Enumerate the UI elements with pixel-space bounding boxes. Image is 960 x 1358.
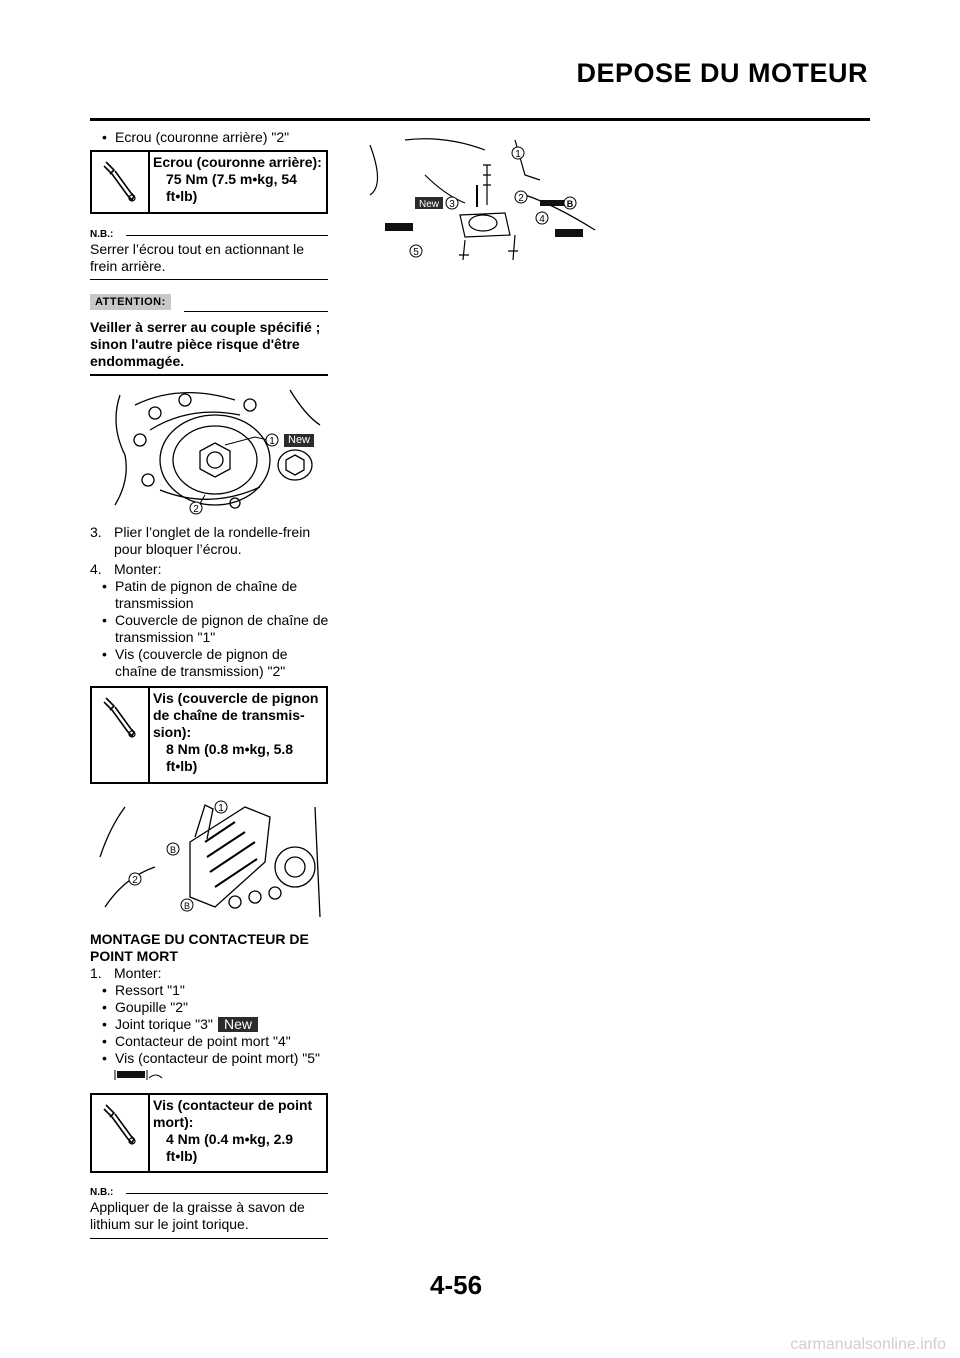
torque-spec-box bbox=[90, 686, 328, 784]
torque-wrench-icon bbox=[92, 152, 150, 212]
new-badge: New bbox=[284, 434, 314, 447]
step-number: 4. bbox=[90, 561, 102, 577]
list-item-text: Ecrou (couronne arrière) "2" bbox=[115, 129, 290, 145]
header-rule bbox=[90, 118, 870, 121]
nb-text: Serrer l’écrou tout en actionnant le frein arrière. bbox=[90, 241, 305, 274]
callout-4: 4 bbox=[539, 214, 545, 225]
nb-rule bbox=[126, 1193, 328, 1194]
section-heading: MONTAGE DU CONTACTEUR DE POINT MORT bbox=[90, 931, 309, 964]
new-badge: New bbox=[218, 1017, 258, 1032]
callout-2: 2 bbox=[518, 193, 524, 204]
callout-3: 3 bbox=[449, 199, 455, 210]
list-item-text: Vis (contacteur de point mort) "5" bbox=[115, 1050, 320, 1066]
callout-5: 5 bbox=[413, 247, 419, 258]
nb-label: N.B.: bbox=[90, 229, 114, 240]
bullet-dot: • bbox=[102, 129, 107, 145]
nb-rule bbox=[126, 235, 328, 236]
sprocket-cover-figure bbox=[95, 797, 330, 922]
torque-wrench-icon bbox=[92, 1095, 150, 1171]
step-number: 3. bbox=[90, 524, 102, 540]
torque-spec-box bbox=[90, 1093, 328, 1173]
step-number: 1. bbox=[90, 965, 102, 981]
step-text: Plier l’onglet de la rondelle-frein pour bloquer l’écrou. bbox=[114, 524, 311, 557]
torque-wrench-icon bbox=[92, 688, 150, 782]
torque-spec-value: 4 Nm (0.4 m•kg, 2.9 ft•lb) bbox=[166, 1131, 294, 1164]
torque-spec-label: Vis (couvercle de pignon de chaîne de transmis- sion): bbox=[153, 690, 319, 740]
bullet-dot: • bbox=[102, 982, 107, 998]
bullet-dot: • bbox=[102, 1016, 107, 1032]
bullet-dot: • bbox=[102, 1033, 107, 1049]
list-item-text: Couvercle de pignon de chaîne de transmission "1" bbox=[115, 612, 329, 645]
nb-end-rule bbox=[90, 279, 328, 280]
attention-rule bbox=[184, 311, 328, 312]
bullet-dot: • bbox=[102, 646, 107, 662]
b-label: B bbox=[183, 901, 191, 911]
torque-spec-label: Vis (contacteur de point mort): bbox=[153, 1097, 313, 1130]
b-label: B bbox=[566, 199, 574, 209]
list-item-text: Joint torique "3" bbox=[115, 1016, 213, 1032]
list-item-text: Goupille "2" bbox=[115, 999, 188, 1015]
list-item-text: Ressort "1" bbox=[115, 982, 185, 998]
step-text: Monter: bbox=[114, 561, 162, 577]
torque-spec-label: Ecrou (couronne arrière): bbox=[153, 154, 322, 170]
list-item-text: Patin de pignon de chaîne de transmission bbox=[115, 578, 298, 611]
callout-2: 2 bbox=[193, 504, 199, 515]
page-number: 4-56 bbox=[430, 1270, 483, 1300]
bullet-dot: • bbox=[102, 578, 107, 594]
torque-spec-text bbox=[153, 1097, 322, 1165]
attention-end-rule bbox=[90, 374, 328, 376]
nb-label: N.B.: bbox=[90, 1187, 114, 1198]
list-item-text: Contacteur de point mort "4" bbox=[115, 1033, 291, 1049]
callout-1: 1 bbox=[269, 436, 275, 447]
new-badge: New bbox=[418, 199, 440, 210]
step-text: Monter: bbox=[114, 965, 162, 981]
torque-spec-text bbox=[153, 154, 322, 205]
callout-2: 2 bbox=[132, 875, 138, 886]
page-title: DEPOSE DU MOTEUR bbox=[576, 58, 868, 88]
attention-text: Veiller à serrer au couple spécifié ; sinon l'autre pièce risque d'être endommagée. bbox=[90, 319, 321, 369]
torque-spec-value: 8 Nm (0.8 m•kg, 5.8 ft•lb) bbox=[166, 741, 294, 774]
sprocket-nut-figure bbox=[90, 385, 330, 515]
torque-spec-value: 75 Nm (7.5 m•kg, 54 ft•lb) bbox=[166, 171, 297, 204]
attention-badge: ATTENTION: bbox=[90, 294, 171, 310]
callout-1: 1 bbox=[515, 149, 521, 160]
b-label: B bbox=[169, 845, 177, 855]
list-item-text: Vis (couvercle de pignon de chaîne de transmission) "2" bbox=[115, 646, 288, 679]
torque-spec-box bbox=[90, 150, 328, 214]
callout-1: 1 bbox=[218, 803, 224, 814]
nb-end-rule bbox=[90, 1238, 328, 1239]
nb-text: Appliquer de la graisse à savon de lithium sur le joint torique. bbox=[90, 1199, 305, 1232]
torque-spec-text bbox=[153, 690, 322, 775]
bullet-dot: • bbox=[102, 612, 107, 628]
watermark: carmanualsonline.info bbox=[790, 1336, 946, 1353]
neutral-switch-figure bbox=[365, 135, 605, 265]
grease-icon bbox=[114, 1068, 164, 1082]
bullet-dot: • bbox=[102, 999, 107, 1015]
bullet-dot: • bbox=[102, 1050, 107, 1066]
